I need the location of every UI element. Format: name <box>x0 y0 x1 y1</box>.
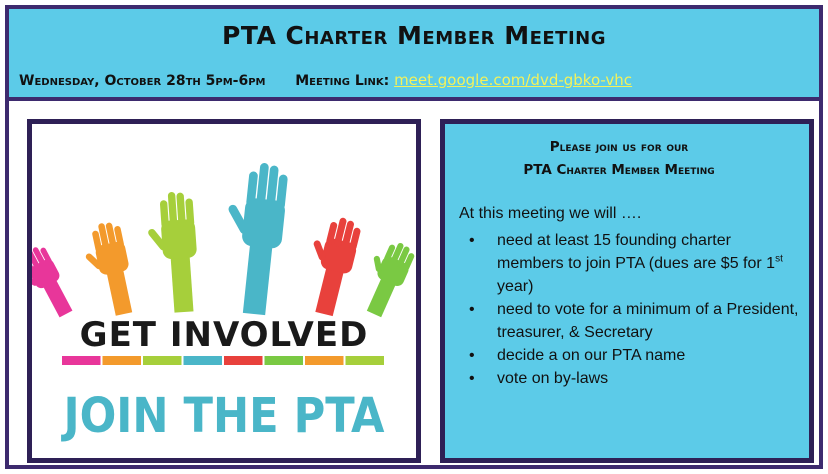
get-involved-poster <box>27 119 421 463</box>
agenda-item <box>459 344 799 367</box>
meeting-link-label: Meeting Link: <box>295 73 390 89</box>
stripe-segment <box>224 356 263 365</box>
agenda-item <box>459 367 799 390</box>
agenda-item-text-end: year) <box>497 278 534 295</box>
raised-hand-icon <box>78 219 138 319</box>
meeting-info-panel <box>440 119 814 463</box>
raised-hands-illustration <box>32 160 416 325</box>
stripe-segment <box>305 356 344 365</box>
info-heading-line1: Please join us for our <box>549 139 689 155</box>
stripe-segment <box>62 356 101 365</box>
flyer-frame <box>5 5 823 469</box>
bullet-icon: • <box>469 370 475 387</box>
agenda-item-text: decide a on our PTA name <box>497 347 686 364</box>
stripe-segment <box>265 356 304 365</box>
meeting-date-time: Wednesday, October 28th 5pm-6pm <box>19 73 266 89</box>
stripe-segment <box>103 356 142 365</box>
raised-hand-icon <box>32 242 77 324</box>
agenda-intro: At this meeting we will …. <box>459 205 642 222</box>
raised-hand-icon <box>216 160 290 317</box>
raised-hand-icon <box>296 212 363 318</box>
meeting-details <box>19 71 809 89</box>
raised-hand-icon <box>144 190 201 314</box>
agenda-item-text: need to vote for a minimum of a President, treasurer, & Secretary <box>497 301 799 341</box>
stripe-segment <box>184 356 223 365</box>
bullet-icon: • <box>469 232 475 249</box>
color-stripe <box>62 356 384 365</box>
stripe-segment <box>346 356 385 365</box>
agenda-item-text: need at least 15 founding charter members to join PTA (dues are $5 for 1 <box>497 232 776 272</box>
poster-headline: GET INVOLVED <box>79 315 369 355</box>
meeting-link[interactable]: meet.google.com/dvd-gbko-vhc <box>394 71 633 89</box>
page-title: PTA Charter Member Meeting <box>222 21 606 50</box>
agenda-item-text: vote on by-laws <box>497 370 609 387</box>
info-heading <box>459 136 779 182</box>
info-heading-line2: PTA Charter Member Meeting <box>523 162 715 178</box>
agenda-item <box>459 229 799 298</box>
poster-tagline: JOIN THE PTA <box>63 388 385 444</box>
bullet-icon: • <box>469 301 475 318</box>
agenda-list <box>459 229 799 390</box>
header-banner <box>9 9 819 101</box>
raised-hand-icon <box>352 235 416 320</box>
bullet-icon: • <box>469 347 475 364</box>
poster-graphic <box>32 124 416 458</box>
agenda-item <box>459 298 799 344</box>
ordinal-suffix: st <box>775 253 783 265</box>
stripe-segment <box>143 356 182 365</box>
